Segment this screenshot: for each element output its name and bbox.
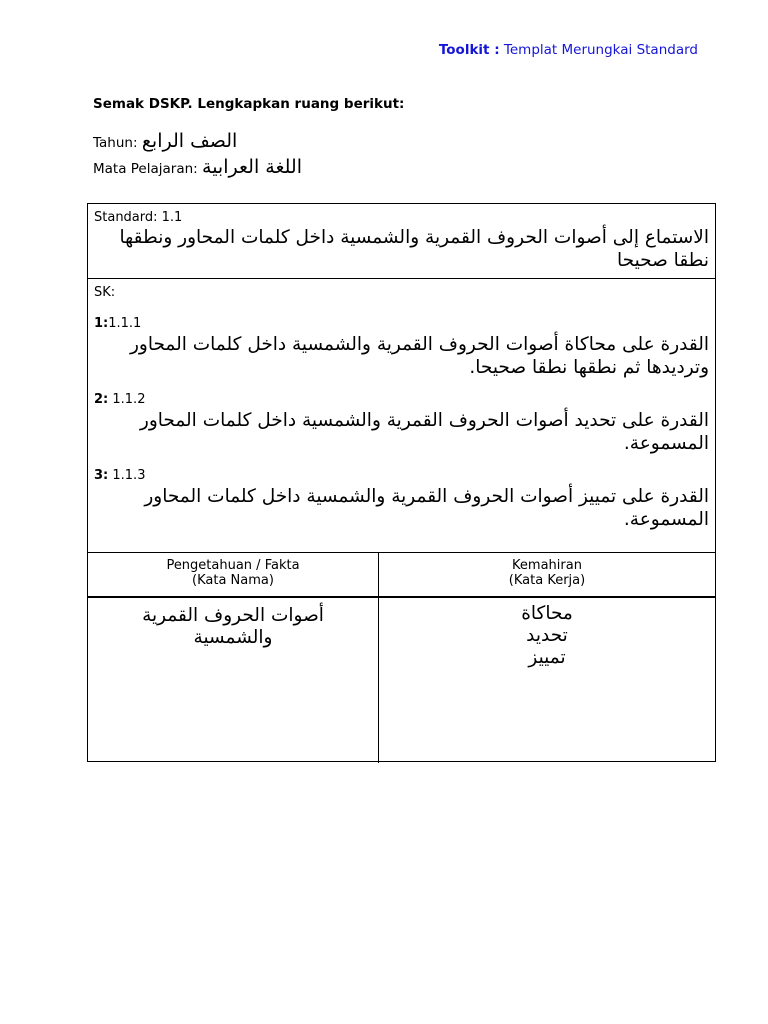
sk-item-index: 3: xyxy=(94,468,109,483)
sk-item-number xyxy=(94,316,141,331)
knowledge-content: أصوات الحروف القمرية والشمسية xyxy=(142,605,324,648)
sk-item-index: 1: xyxy=(94,316,109,331)
sk-item-code: 1.1.1 xyxy=(108,316,142,331)
columns-header xyxy=(88,552,715,598)
sk-label: SK: xyxy=(94,285,116,300)
sk-item-number xyxy=(94,468,145,483)
sk-item-text: القدرة على تحديد أصوات الحروف القمرية والشمسية داخل كلمات المحاور المسموعة. xyxy=(139,410,709,454)
sk-item-number xyxy=(94,392,145,407)
subject-line xyxy=(93,156,302,178)
sk-item-index: 2: xyxy=(94,392,109,407)
knowledge-title: Pengetahuan / Fakta xyxy=(166,558,300,573)
year-value: الصف الرابع xyxy=(141,130,238,152)
knowledge-column-header xyxy=(88,558,378,588)
skill-content xyxy=(379,603,715,669)
skill-subtitle: (Kata Kerja) xyxy=(508,573,586,588)
standard-text: الاستماع إلى أصوات الحروف القمرية والشمسية داخل كلمات المحاور ونطقها نطقا صحيحا xyxy=(119,227,709,271)
subject-label: Mata Pelajaran: xyxy=(93,161,198,177)
year-line xyxy=(93,130,237,152)
year-label: Tahun: xyxy=(93,135,138,151)
sk-section xyxy=(88,278,715,553)
subject-value: اللغة العرابية xyxy=(202,156,302,178)
skill-item: تحديد xyxy=(526,625,568,646)
skill-item: محاكاة xyxy=(521,603,573,624)
standard-table xyxy=(87,203,716,762)
toolkit-label: Toolkit : xyxy=(438,42,500,58)
sk-item-code: 1.1.2 xyxy=(108,392,146,407)
skill-column-header xyxy=(379,558,715,588)
knowledge-subtitle: (Kata Nama) xyxy=(192,573,274,588)
skill-item: تمييز xyxy=(528,647,566,668)
standard-label: Standard: 1.1 xyxy=(94,210,183,225)
document-header xyxy=(439,42,698,58)
skill-title: Kemahiran xyxy=(512,558,582,573)
template-title: Templat Merungkai Standard xyxy=(503,42,698,58)
sk-item-code: 1.1.3 xyxy=(108,468,146,483)
columns-body xyxy=(88,597,715,763)
standard-section xyxy=(88,204,715,279)
sk-item-text: القدرة على تمييز أصوات الحروف القمرية والشمسية داخل كلمات المحاور المسموعة. xyxy=(144,486,709,530)
instruction-text: Semak DSKP. Lengkapkan ruang berikut: xyxy=(93,96,405,112)
sk-item-text: القدرة على محاكاة أصوات الحروف القمرية والشمسية داخل كلمات المحاور وترديدها ثم نطقها نطقا صحيحا. xyxy=(129,334,709,378)
